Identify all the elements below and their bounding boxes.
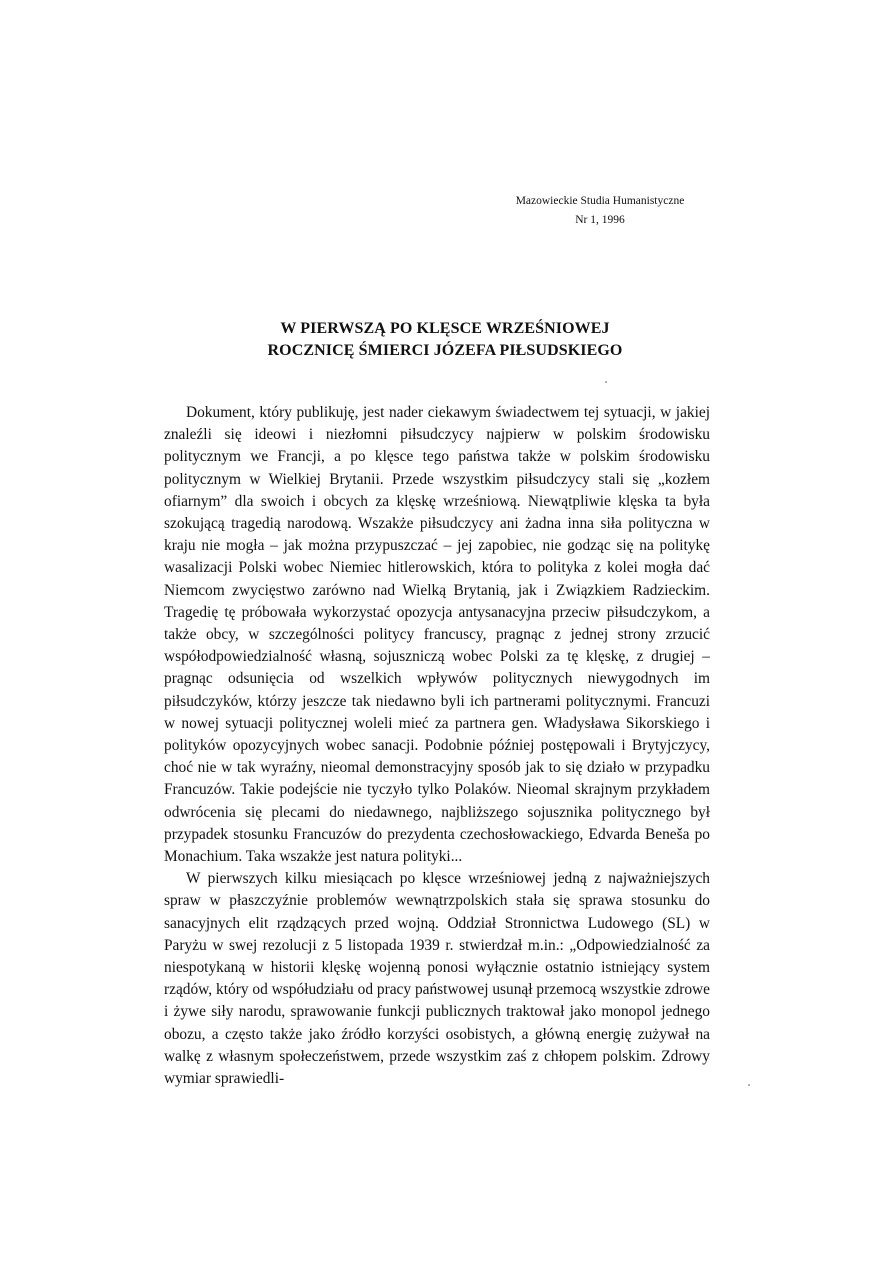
body-paragraph-1: Dokument, który publikuję, jest nader ciekawym świadectwem tej sytuacji, w jakiej znaleźli się ideowi i niezłomni piłsudczycy najpierw w polskim środowisku politycznym we Francji, a po klęsce tego państwa także w polskim środowisku politycznym w Wielkiej Brytanii. Przede wszystkim piłsudczycy stali się „kozłem ofiarnym” dla swoich i obcych za klęskę wrześniową. Niewątpliwie klęska ta była szokującą tragedią narodową. Wszakże piłsudczycy ani żadna inna siła polityczna w kraju nie mogła – jak można przypuszczać – jej zapobiec, nie godząc się na politykę wasalizacji Polski wobec Niemiec hitlerowskich, która to polityka z kolei mogła dać Niemcom zwycięstwo zarówno nad Wielką Brytanią, jak i Związkiem Radzieckim. Tragedię tę próbowała wykorzystać opozycja antysanacyjna przeciw piłsudczykom, a także obcy, w szczególności politycy francuscy, pragnąc z jednej strony zrzucić współodpowiedzialność własną, sojuszniczą wobec Polski za tę klęskę, z drugiej – pragnąc odsunięcia od wszelkich wpływów politycznych niewygodnych im piłsudczyków, którzy jeszcze tak niedawno byli ich partnerami politycznymi. Francuzi w nowej sytuacji politycznej woleli mieć za partnera gen. Władysława Sikorskiego i polityków opozycyjnych wobec sanacji. Podobnie później postępowali i Brytyjczycy, choć nie w tak wyraźny, nieomal demonstracyjny sposób jak to się działo w przypadku Francuzów. Takie podejście nie tyczyło tylko Polaków. Nieomal skrajnym przykładem odwrócenia się plecami do niedawnego, najbliższego sojusznika politycznego był przypadek stosunku Francuzów do prezydenta czechosłowackiego, Edvarda Beneša po Monachium. Taka wszakże jest natura polityki... xyxy=(164,404,710,866)
scan-speck xyxy=(748,1084,750,1086)
body-paragraph-2: W pierwszych kilku miesiącach po klęsce wrześniowej jedną z najważniejszych spraw w płaszczyźnie problemów wewnątrzpolskich stała się sprawa stosunku do sanacyjnych elit rządzących przed wojną. Oddział Stronnictwa Ludowego (SL) w Paryżu w swej rezolucji z 5 listopada 1939 r. stwierdzał m.in.: „Odpowiedzialność za niespotykaną w historii klęskę wojenną ponosi wyłącznie ostatnio istniejący system rządów, który od współudziału od pracy państwowej usunął przemocą wszystkie zdrowe i żywe siły narodu, sprawowanie funkcji publicznych traktował jako monopol jednego obozu, a często także jako źródło korzyści osobistych, a główną energię zużywał na walkę z własnym społeczeństwem, przede wszystkim zaś z chłopem polskim. Zdrowy wymiar sprawiedli- xyxy=(164,870,710,1088)
scan-speck xyxy=(605,381,607,383)
article-title xyxy=(150,318,740,362)
article-body xyxy=(164,402,710,1090)
journal-header xyxy=(480,192,720,230)
journal-issue: Nr 1, 1996 xyxy=(575,214,625,226)
article-title-line-2: ROCZNICĘ ŚMIERCI JÓZEFA PIŁSUDSKIEGO xyxy=(267,342,623,359)
journal-name: Mazowieckie Studia Humanistyczne xyxy=(515,195,685,207)
article-title-line-1: W PIERWSZĄ PO KLĘSCE WRZEŚNIOWEJ xyxy=(280,320,610,337)
